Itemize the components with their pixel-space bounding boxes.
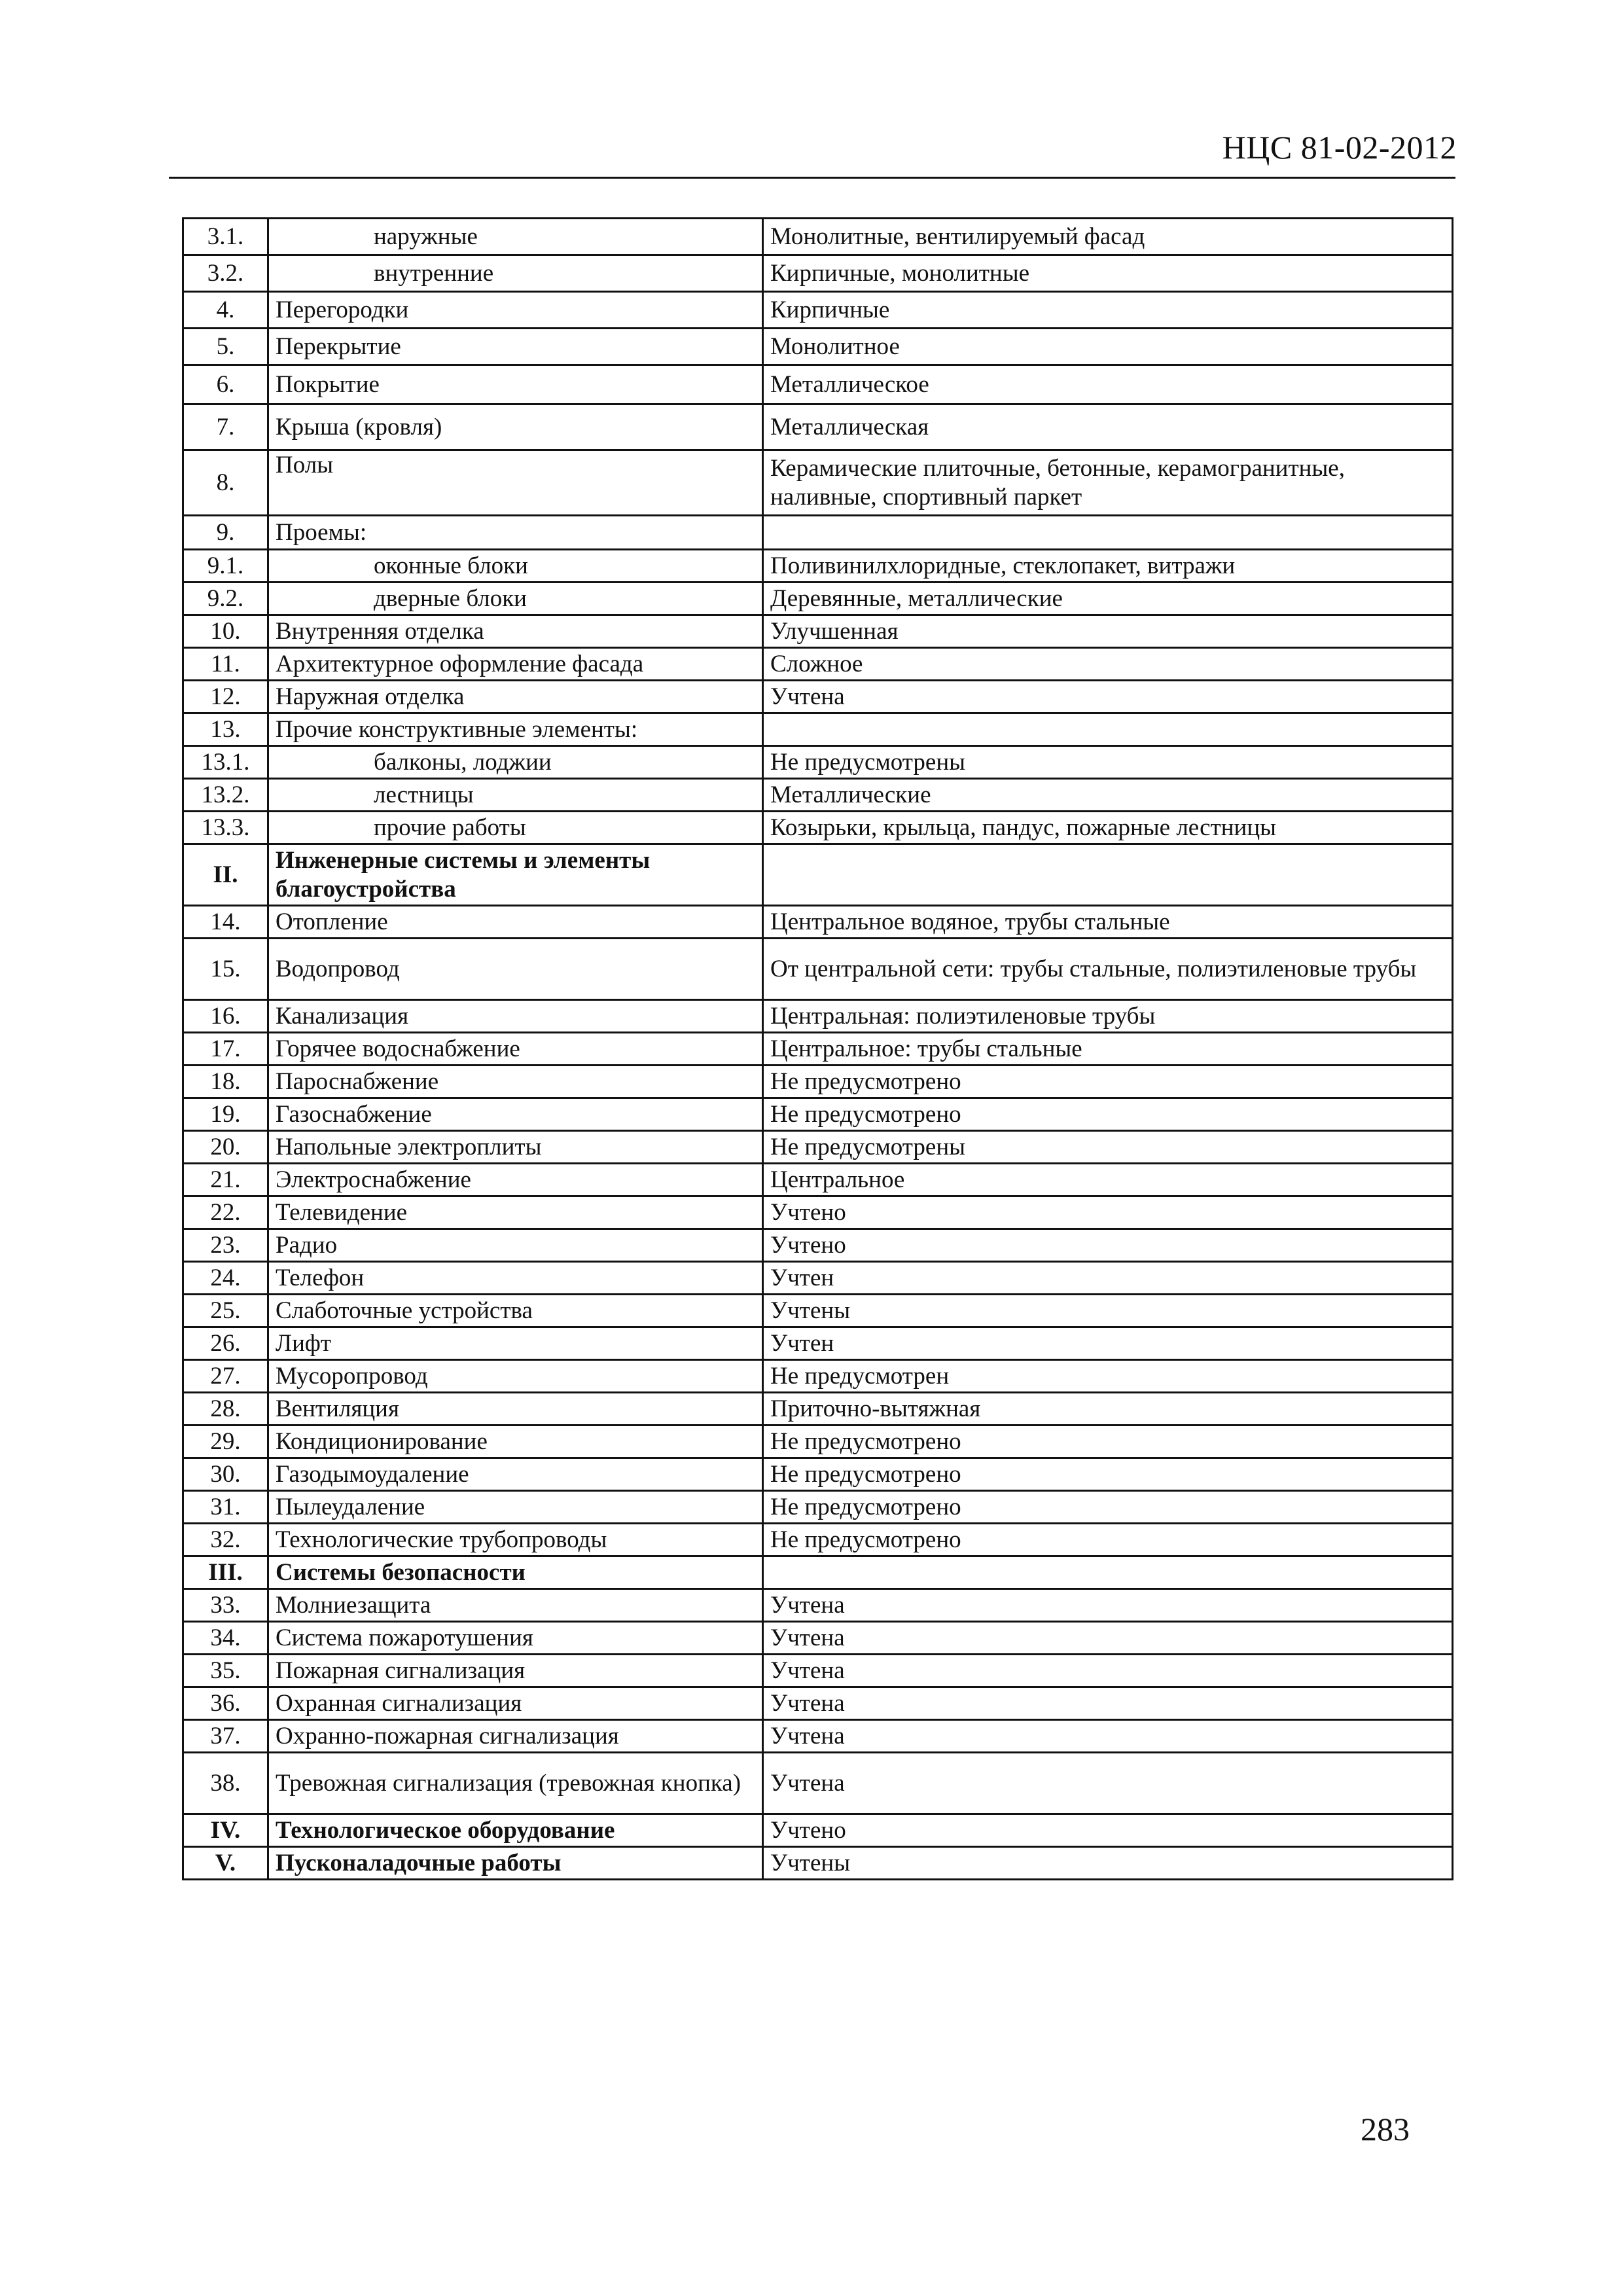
table-row [183, 939, 1453, 1000]
element-name: Горячее водоснабжение [268, 1033, 763, 1066]
element-name: Пылеудаление [268, 1491, 763, 1524]
row-number: 36. [183, 1687, 268, 1720]
element-description: Не предусмотрено [763, 1066, 1453, 1098]
row-number: 13.3. [183, 812, 268, 844]
row-number: 17. [183, 1033, 268, 1066]
element-name: Отопление [268, 906, 763, 939]
row-number: 12. [183, 681, 268, 713]
row-number: 4. [183, 292, 268, 329]
row-number: 22. [183, 1196, 268, 1229]
element-description: Не предусмотрено [763, 1491, 1453, 1524]
row-number: IV. [183, 1814, 268, 1847]
row-number: V. [183, 1847, 268, 1880]
row-number: 9.1. [183, 550, 268, 583]
table-row [183, 516, 1453, 550]
element-description: Центральное водяное, трубы стальные [763, 906, 1453, 939]
element-description: Кирпичные [763, 292, 1453, 329]
row-number: 21. [183, 1164, 268, 1196]
table-row [183, 583, 1453, 615]
element-name: Напольные электроплиты [268, 1131, 763, 1164]
element-description: Учтен [763, 1262, 1453, 1295]
element-description: Учтено [763, 1229, 1453, 1262]
row-number: 20. [183, 1131, 268, 1164]
element-description: Поливинилхлоридные, стеклопакет, витражи [763, 550, 1453, 583]
element-name: Тревожная сигнализация (тревожная кнопка) [268, 1753, 763, 1814]
row-number: 9.2. [183, 583, 268, 615]
element-description: Не предусмотрено [763, 1098, 1453, 1131]
table-row [183, 1720, 1453, 1753]
row-number: 18. [183, 1066, 268, 1098]
element-description: Сложное [763, 648, 1453, 681]
row-number: 11. [183, 648, 268, 681]
table-row [183, 1327, 1453, 1360]
table-row [183, 746, 1453, 779]
element-description: Металлическая [763, 404, 1453, 450]
element-name: Технологические трубопроводы [268, 1524, 763, 1556]
element-description: Не предусмотрен [763, 1360, 1453, 1393]
row-number: 30. [183, 1458, 268, 1491]
table-row [183, 1622, 1453, 1655]
element-name: Водопровод [268, 939, 763, 1000]
element-name: Вентиляция [268, 1393, 763, 1426]
table-row [183, 219, 1453, 255]
table-row [183, 1753, 1453, 1814]
element-name: Канализация [268, 1000, 763, 1033]
row-number: 15. [183, 939, 268, 1000]
element-name: наружные [268, 219, 763, 255]
section-row [183, 844, 1453, 906]
element-name: лестницы [268, 779, 763, 812]
table-row [183, 329, 1453, 365]
element-description: Козырьки, крыльца, пандус, пожарные лестницы [763, 812, 1453, 844]
row-number: 14. [183, 906, 268, 939]
element-name: Лифт [268, 1327, 763, 1360]
element-description: Не предусмотрено [763, 1524, 1453, 1556]
table-row [183, 1491, 1453, 1524]
element-description: Учтена [763, 1753, 1453, 1814]
row-number: 13.2. [183, 779, 268, 812]
table-row [183, 1098, 1453, 1131]
table-row [183, 648, 1453, 681]
row-number: 34. [183, 1622, 268, 1655]
table-row [183, 255, 1453, 292]
element-description: Учтены [763, 1847, 1453, 1880]
row-number: 13. [183, 713, 268, 746]
element-description: Учтена [763, 1622, 1453, 1655]
element-description: Центральное [763, 1164, 1453, 1196]
table-row [183, 1000, 1453, 1033]
table-row [183, 1524, 1453, 1556]
element-description: Улучшенная [763, 615, 1453, 648]
element-name: Инженерные системы и элементы благоустройства [268, 844, 763, 906]
row-number: 16. [183, 1000, 268, 1033]
element-name: Телефон [268, 1262, 763, 1295]
row-number: 37. [183, 1720, 268, 1753]
element-name: Молниезащита [268, 1589, 763, 1622]
element-description: Учтена [763, 1589, 1453, 1622]
row-number: 31. [183, 1491, 268, 1524]
element-description: От центральной сети: трубы стальные, полиэтиленовые трубы [763, 939, 1453, 1000]
table-row [183, 1066, 1453, 1098]
table-row [183, 812, 1453, 844]
table-row [183, 1426, 1453, 1458]
row-number: 5. [183, 329, 268, 365]
element-name: Перегородки [268, 292, 763, 329]
element-description: Монолитные, вентилируемый фасад [763, 219, 1453, 255]
row-number: III. [183, 1556, 268, 1589]
table-row [183, 615, 1453, 648]
element-name: Архитектурное оформление фасада [268, 648, 763, 681]
element-name: Пожарная сигнализация [268, 1655, 763, 1687]
table-row [183, 713, 1453, 746]
row-number: 25. [183, 1295, 268, 1327]
section-row [183, 1814, 1453, 1847]
table-row [183, 1196, 1453, 1229]
element-name: Охранно-пожарная сигнализация [268, 1720, 763, 1753]
element-name: внутренние [268, 255, 763, 292]
element-name: Пароснабжение [268, 1066, 763, 1098]
table-row [183, 779, 1453, 812]
element-description: Монолитное [763, 329, 1453, 365]
row-number: 3.2. [183, 255, 268, 292]
element-name: Наружная отделка [268, 681, 763, 713]
table-row [183, 1164, 1453, 1196]
header-rule [169, 177, 1455, 179]
element-name: Проемы: [268, 516, 763, 550]
element-name: оконные блоки [268, 550, 763, 583]
specification-table-body [183, 219, 1453, 1880]
element-name: Технологическое оборудование [268, 1814, 763, 1847]
table-row [183, 1295, 1453, 1327]
page-number: 283 [1361, 2111, 1410, 2147]
element-name: Электроснабжение [268, 1164, 763, 1196]
element-name: прочие работы [268, 812, 763, 844]
row-number: 9. [183, 516, 268, 550]
row-number: 8. [183, 450, 268, 516]
table-row [183, 450, 1453, 516]
table-row [183, 1262, 1453, 1295]
element-name: Кондиционирование [268, 1426, 763, 1458]
table-row [183, 1655, 1453, 1687]
table-row [183, 292, 1453, 329]
row-number: 35. [183, 1655, 268, 1687]
table-row [183, 1458, 1453, 1491]
element-name: Прочие конструктивные элементы: [268, 713, 763, 746]
row-number: 7. [183, 404, 268, 450]
element-description: Кирпичные, монолитные [763, 255, 1453, 292]
element-name: Система пожаротушения [268, 1622, 763, 1655]
element-name: Полы [268, 450, 763, 516]
element-description: Керамические плиточные, бетонные, керамогранитные, наливные, спортивный паркет [763, 450, 1453, 516]
element-description: Центральное: трубы стальные [763, 1033, 1453, 1066]
table-row [183, 404, 1453, 450]
element-name: Перекрытие [268, 329, 763, 365]
row-number: 3.1. [183, 219, 268, 255]
row-number: 26. [183, 1327, 268, 1360]
row-number: 38. [183, 1753, 268, 1814]
element-description: Не предусмотрены [763, 1131, 1453, 1164]
element-name: Покрытие [268, 365, 763, 404]
row-number: II. [183, 844, 268, 906]
element-description [763, 713, 1453, 746]
element-name: дверные блоки [268, 583, 763, 615]
element-name: Телевидение [268, 1196, 763, 1229]
row-number: 29. [183, 1426, 268, 1458]
element-description: Приточно-вытяжная [763, 1393, 1453, 1426]
row-number: 19. [183, 1098, 268, 1131]
element-description: Учтена [763, 1655, 1453, 1687]
element-description [763, 1556, 1453, 1589]
element-description: Металлическое [763, 365, 1453, 404]
element-name: Радио [268, 1229, 763, 1262]
element-description: Не предусмотрено [763, 1458, 1453, 1491]
table-row [183, 365, 1453, 404]
row-number: 24. [183, 1262, 268, 1295]
section-row [183, 1556, 1453, 1589]
element-name: Газоснабжение [268, 1098, 763, 1131]
section-row [183, 1847, 1453, 1880]
row-number: 13.1. [183, 746, 268, 779]
table-row [183, 1393, 1453, 1426]
element-description: Учтена [763, 681, 1453, 713]
table-row [183, 1589, 1453, 1622]
row-number: 27. [183, 1360, 268, 1393]
element-description [763, 844, 1453, 906]
element-description [763, 516, 1453, 550]
table-row [183, 681, 1453, 713]
element-name: Системы безопасности [268, 1556, 763, 1589]
element-description: Учтены [763, 1295, 1453, 1327]
element-name: Крыша (кровля) [268, 404, 763, 450]
table-row [183, 1229, 1453, 1262]
element-description: Учтено [763, 1196, 1453, 1229]
element-description: Учтена [763, 1687, 1453, 1720]
table-row [183, 1687, 1453, 1720]
element-name: Мусоропровод [268, 1360, 763, 1393]
element-description: Учтено [763, 1814, 1453, 1847]
element-description: Не предусмотрено [763, 1426, 1453, 1458]
element-description: Не предусмотрены [763, 746, 1453, 779]
row-number: 6. [183, 365, 268, 404]
specification-table [182, 217, 1454, 1880]
element-name: балконы, лоджии [268, 746, 763, 779]
table-row [183, 1131, 1453, 1164]
element-description: Металлические [763, 779, 1453, 812]
row-number: 32. [183, 1524, 268, 1556]
row-number: 33. [183, 1589, 268, 1622]
table-row [183, 550, 1453, 583]
element-name: Пусконаладочные работы [268, 1847, 763, 1880]
element-description: Учтен [763, 1327, 1453, 1360]
element-name: Газодымоудаление [268, 1458, 763, 1491]
table-row [183, 1360, 1453, 1393]
row-number: 10. [183, 615, 268, 648]
table-row [183, 906, 1453, 939]
element-description: Деревянные, металлические [763, 583, 1453, 615]
element-name: Слаботочные устройства [268, 1295, 763, 1327]
element-name: Внутренняя отделка [268, 615, 763, 648]
element-description: Центральная: полиэтиленовые трубы [763, 1000, 1453, 1033]
element-name: Охранная сигнализация [268, 1687, 763, 1720]
row-number: 23. [183, 1229, 268, 1262]
row-number: 28. [183, 1393, 268, 1426]
document-code: НЦС 81-02-2012 [1222, 129, 1457, 166]
table-row [183, 1033, 1453, 1066]
element-description: Учтена [763, 1720, 1453, 1753]
